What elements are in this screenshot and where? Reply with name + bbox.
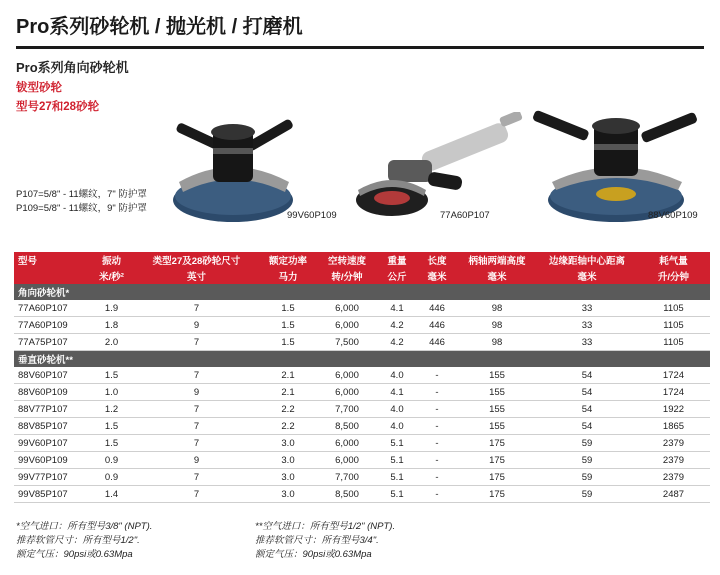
table-header-row-1 <box>14 252 710 268</box>
table-group-row <box>14 351 710 368</box>
table-row <box>14 367 710 384</box>
cell-free-speed: 6,000 <box>317 317 377 334</box>
cell-power: 2.2 <box>259 401 317 418</box>
cell-weight: 5.1 <box>377 435 417 452</box>
group-label: 角向砂轮机* <box>14 284 710 300</box>
cell-vibration: 1.0 <box>89 384 134 401</box>
note-air-pressure: 额定气压：90psi或0.63Mpa <box>16 549 133 560</box>
header-free-speed: 空转速度 <box>317 252 377 268</box>
cell-side-to-center: 33 <box>537 334 637 351</box>
cell-length: 446 <box>417 300 457 317</box>
cell-vibration: 1.8 <box>89 317 134 334</box>
header-model: 型号 <box>14 252 89 268</box>
cell-power: 2.1 <box>259 384 317 401</box>
header-wheel-size: 类型27及28砂轮尺寸 <box>134 252 259 268</box>
cell-power: 2.2 <box>259 418 317 435</box>
unit-spindle-height: 毫米 <box>457 268 537 284</box>
header-side-to-center: 边缘距轴中心距离 <box>537 252 637 268</box>
cell-side-to-center: 33 <box>537 300 637 317</box>
cell-vibration: 0.9 <box>89 469 134 486</box>
product-caption-77a60p107: 77A60P107 <box>440 210 490 221</box>
cell-power: 3.0 <box>259 486 317 503</box>
title-divider <box>16 46 704 49</box>
unit-air-consumption: 升/分钟 <box>637 268 710 284</box>
cell-wheel-size: 7 <box>134 418 259 435</box>
spec-line-p109: P109=5/8" - 11螺纹，9" 防护罩 <box>16 203 147 214</box>
cell-wheel-size: 9 <box>134 317 259 334</box>
cell-side-to-center: 59 <box>537 469 637 486</box>
cell-side-to-center: 33 <box>537 317 637 334</box>
cell-side-to-center: 54 <box>537 401 637 418</box>
table-group-row <box>14 284 710 300</box>
cell-weight: 4.0 <box>377 418 417 435</box>
cell-air-consumption: 1105 <box>637 334 710 351</box>
cell-weight: 5.1 <box>377 486 417 503</box>
cell-side-to-center: 54 <box>537 384 637 401</box>
cell-model: 88V77P107 <box>14 401 89 418</box>
group-label: 垂直砂轮机** <box>14 351 710 368</box>
cell-wheel-size: 9 <box>134 452 259 469</box>
table-row <box>14 418 710 435</box>
wheel-types-label: 型号27和28砂轮 <box>16 101 100 113</box>
product-image-88v60p109 <box>528 108 708 224</box>
cell-power: 3.0 <box>259 452 317 469</box>
cell-spindle-height: 98 <box>457 300 537 317</box>
cell-free-speed: 7,700 <box>317 401 377 418</box>
cell-weight: 4.2 <box>377 317 417 334</box>
cell-wheel-size: 7 <box>134 435 259 452</box>
cell-power: 2.1 <box>259 367 317 384</box>
cell-free-speed: 6,000 <box>317 367 377 384</box>
note-air-inlet: *空气进口：所有型号3/8" (NPT). <box>16 521 153 532</box>
cell-weight: 4.0 <box>377 367 417 384</box>
table-row <box>14 334 710 351</box>
cell-air-consumption: 1922 <box>637 401 710 418</box>
cell-vibration: 1.5 <box>89 418 134 435</box>
table-row <box>14 435 710 452</box>
table-row <box>14 486 710 503</box>
cell-side-to-center: 54 <box>537 418 637 435</box>
spec-line-p107: P107=5/8" - 11螺纹，7" 防护罩 <box>16 189 147 200</box>
cell-vibration: 1.4 <box>89 486 134 503</box>
cell-weight: 4.2 <box>377 334 417 351</box>
cell-model: 88V60P107 <box>14 367 89 384</box>
cell-length: 446 <box>417 334 457 351</box>
cell-length: - <box>417 469 457 486</box>
cell-side-to-center: 54 <box>537 367 637 384</box>
cell-power: 3.0 <box>259 435 317 452</box>
table-body <box>14 284 710 503</box>
product-image-77a60p107 <box>350 112 525 222</box>
header-vibration: 振动 <box>89 252 134 268</box>
cell-spindle-height: 155 <box>457 384 537 401</box>
header-power: 额定功率 <box>259 252 317 268</box>
cell-model: 99V60P107 <box>14 435 89 452</box>
cell-vibration: 1.5 <box>89 435 134 452</box>
cell-air-consumption: 1724 <box>637 367 710 384</box>
cell-air-consumption: 1105 <box>637 300 710 317</box>
cell-spindle-height: 175 <box>457 486 537 503</box>
table-row <box>14 317 710 334</box>
cell-vibration: 1.9 <box>89 300 134 317</box>
cell-side-to-center: 59 <box>537 486 637 503</box>
cell-spindle-height: 155 <box>457 418 537 435</box>
unit-power: 马力 <box>259 268 317 284</box>
cell-weight: 4.1 <box>377 384 417 401</box>
cell-length: 446 <box>417 317 457 334</box>
cell-length: - <box>417 435 457 452</box>
cell-air-consumption: 2379 <box>637 452 710 469</box>
note-hose-size: 推荐软管尺寸：所有型号3/4". <box>255 535 379 546</box>
cell-power: 1.5 <box>259 334 317 351</box>
cell-model: 99V60P109 <box>14 452 89 469</box>
cell-length: - <box>417 418 457 435</box>
header-spindle-height: 柄轴两端高度 <box>457 252 537 268</box>
cell-weight: 5.1 <box>377 469 417 486</box>
product-caption-99v60p109: 99V60P109 <box>287 210 337 221</box>
notes-left <box>16 520 152 562</box>
note-air-pressure: 额定气压：90psi或0.63Mpa <box>255 549 372 560</box>
unit-length: 毫米 <box>417 268 457 284</box>
cell-spindle-height: 175 <box>457 452 537 469</box>
table-row <box>14 452 710 469</box>
table-row <box>14 300 710 317</box>
cell-weight: 5.1 <box>377 452 417 469</box>
cell-spindle-height: 155 <box>457 367 537 384</box>
header-air-consumption: 耗气量 <box>637 252 710 268</box>
cell-wheel-size: 7 <box>134 300 259 317</box>
table-row <box>14 401 710 418</box>
product-image-99v60p109 <box>165 112 300 224</box>
cell-air-consumption: 1724 <box>637 384 710 401</box>
cell-length: - <box>417 401 457 418</box>
cell-model: 99V77P107 <box>14 469 89 486</box>
unit-wheel-size: 英寸 <box>134 268 259 284</box>
cell-length: - <box>417 384 457 401</box>
cell-free-speed: 7,500 <box>317 334 377 351</box>
cell-weight: 4.1 <box>377 300 417 317</box>
cell-spindle-height: 155 <box>457 401 537 418</box>
header-length: 长度 <box>417 252 457 268</box>
table-row <box>14 469 710 486</box>
cell-free-speed: 8,500 <box>317 486 377 503</box>
cell-wheel-size: 9 <box>134 384 259 401</box>
cell-side-to-center: 59 <box>537 452 637 469</box>
cell-model: 77A60P109 <box>14 317 89 334</box>
category-label: 钹型砂轮 <box>16 82 62 94</box>
unit-free-speed: 转/分钟 <box>317 268 377 284</box>
cell-air-consumption: 2487 <box>637 486 710 503</box>
cell-model: 99V85P107 <box>14 486 89 503</box>
cell-wheel-size: 7 <box>134 401 259 418</box>
cell-model: 88V85P107 <box>14 418 89 435</box>
table-header-row-2 <box>14 268 710 284</box>
cell-model: 77A60P107 <box>14 300 89 317</box>
product-caption-88v60p109: 88V60P109 <box>648 210 698 221</box>
cell-free-speed: 6,000 <box>317 435 377 452</box>
cell-wheel-size: 7 <box>134 469 259 486</box>
cell-air-consumption: 1865 <box>637 418 710 435</box>
page-title: Pro系列砂轮机 / 抛光机 / 打磨机 <box>16 16 303 38</box>
cell-vibration: 1.2 <box>89 401 134 418</box>
cell-power: 1.5 <box>259 317 317 334</box>
cell-power: 3.0 <box>259 469 317 486</box>
cell-air-consumption: 2379 <box>637 469 710 486</box>
cell-weight: 4.0 <box>377 401 417 418</box>
cell-vibration: 1.5 <box>89 367 134 384</box>
cell-spindle-height: 175 <box>457 469 537 486</box>
cell-spindle-height: 98 <box>457 317 537 334</box>
cell-length: - <box>417 452 457 469</box>
header-weight: 重量 <box>377 252 417 268</box>
cell-free-speed: 6,000 <box>317 452 377 469</box>
note-hose-size: 推荐软管尺寸：所有型号1/2". <box>16 535 140 546</box>
notes-right <box>255 520 395 562</box>
cell-free-speed: 7,700 <box>317 469 377 486</box>
cell-spindle-height: 98 <box>457 334 537 351</box>
cell-free-speed: 8,500 <box>317 418 377 435</box>
cell-vibration: 2.0 <box>89 334 134 351</box>
note-air-inlet: **空气进口：所有型号1/2" (NPT). <box>255 521 396 532</box>
specs-table <box>14 252 710 503</box>
cell-wheel-size: 7 <box>134 486 259 503</box>
cell-model: 77A75P107 <box>14 334 89 351</box>
cell-free-speed: 6,000 <box>317 384 377 401</box>
table-row <box>14 384 710 401</box>
cell-spindle-height: 175 <box>457 435 537 452</box>
cell-free-speed: 6,000 <box>317 300 377 317</box>
cell-vibration: 0.9 <box>89 452 134 469</box>
unit-side-to-center: 毫米 <box>537 268 637 284</box>
unit-weight: 公斤 <box>377 268 417 284</box>
cell-wheel-size: 7 <box>134 367 259 384</box>
cell-model: 88V60P109 <box>14 384 89 401</box>
cell-air-consumption: 1105 <box>637 317 710 334</box>
section-title: Pro系列角向砂轮机 <box>16 60 129 75</box>
unit-vibration: 米/秒² <box>89 268 134 284</box>
cell-length: - <box>417 486 457 503</box>
cell-power: 1.5 <box>259 300 317 317</box>
cell-wheel-size: 7 <box>134 334 259 351</box>
cell-air-consumption: 2379 <box>637 435 710 452</box>
cell-length: - <box>417 367 457 384</box>
unit-model <box>14 268 89 284</box>
cell-side-to-center: 59 <box>537 435 637 452</box>
